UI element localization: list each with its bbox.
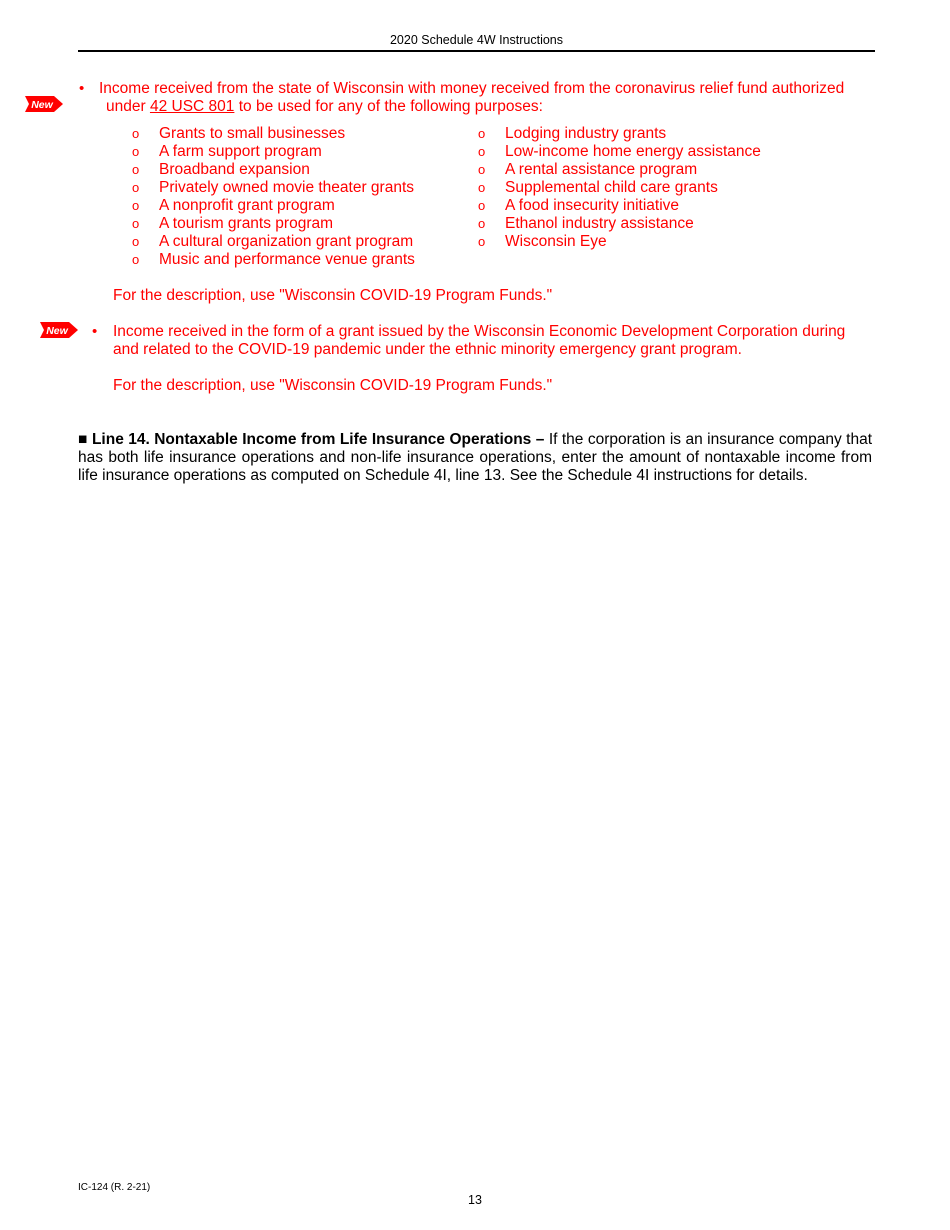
list-item: o A tourism grants program	[132, 215, 334, 232]
line14-marker: ■	[78, 431, 88, 448]
list-item: o Grants to small businesses	[132, 125, 346, 142]
usc-link[interactable]: 42 USC 801	[149, 98, 235, 115]
bullet-icon: •	[79, 80, 85, 97]
circle-bullet-icon: o	[478, 216, 486, 231]
line14-paragraph	[78, 431, 872, 485]
item1-line2-prefix: under	[106, 98, 150, 115]
circle-bullet-icon: o	[132, 234, 140, 249]
list-item: o A rental assistance program	[478, 161, 698, 178]
list-item: o A nonprofit grant program	[132, 197, 335, 214]
new-badge-label: New	[31, 99, 53, 111]
circle-bullet-icon: o	[478, 144, 486, 159]
list-item: o Supplemental child care grants	[478, 179, 718, 196]
circle-bullet-icon: o	[478, 126, 486, 141]
purposes-list-left	[132, 125, 415, 269]
list-item: o A cultural organization grant program	[132, 233, 414, 250]
list-item: o Low-income home energy assistance	[478, 143, 761, 160]
form-code: IC-124 (R. 2-21)	[78, 1182, 151, 1193]
line14-body: If the corporation is an insurance company that has both life insurance operations and non-life insurance operations, enter the amount of nontaxable income from life insurance operations as computed on Schedule 4I, line 13. See the Schedule 4I instructions for details.	[78, 431, 873, 484]
list-item: o A farm support program	[132, 143, 322, 160]
circle-bullet-icon: o	[132, 198, 140, 213]
item2-line1: Income received in the form of a grant issued by the Wisconsin Economic Development Corporation during	[113, 323, 846, 340]
item1-line1: Income received from the state of Wisconsin with money received from the coronavirus relief fund authorized	[99, 80, 845, 97]
new-badge-icon	[40, 322, 78, 338]
circle-bullet-icon: o	[478, 234, 486, 249]
list-item: o Music and performance venue grants	[132, 251, 415, 268]
page-header-title: 2020 Schedule 4W Instructions	[389, 33, 564, 47]
page-number: 13	[468, 1193, 482, 1207]
circle-bullet-icon: o	[132, 216, 140, 231]
purposes-list-right	[478, 125, 761, 251]
item1-line2-suffix: to be used for any of the following purposes:	[234, 98, 543, 115]
circle-bullet-icon: o	[132, 180, 140, 195]
new-badge-icon	[25, 96, 63, 112]
item2-description: For the description, use "Wisconsin COVID-19 Program Funds."	[113, 377, 553, 394]
bullet-icon: •	[92, 323, 98, 340]
list-item: o A food insecurity initiative	[478, 197, 680, 214]
list-item: o Broadband expansion	[132, 161, 310, 178]
circle-bullet-icon: o	[478, 198, 486, 213]
item2-line2: and related to the COVID-19 pandemic under the ethnic minority emergency grant program.	[113, 341, 742, 358]
circle-bullet-icon: o	[132, 162, 140, 177]
line14-heading: Line 14. Nontaxable Income from Life Insurance Operations –	[91, 431, 545, 448]
list-item: o Ethanol industry assistance	[478, 215, 694, 232]
list-item: o Privately owned movie theater grants	[132, 179, 415, 196]
circle-bullet-icon: o	[478, 162, 486, 177]
new-badge-label: New	[46, 325, 68, 337]
item1-description: For the description, use "Wisconsin COVID-19 Program Funds."	[113, 287, 553, 304]
circle-bullet-icon: o	[132, 144, 140, 159]
item1-line2	[106, 98, 543, 116]
list-item: o Wisconsin Eye	[478, 233, 607, 250]
circle-bullet-icon: o	[478, 180, 486, 195]
header-rule	[78, 50, 875, 52]
circle-bullet-icon: o	[132, 252, 140, 267]
list-item: o Lodging industry grants	[478, 125, 667, 142]
circle-bullet-icon: o	[132, 126, 140, 141]
